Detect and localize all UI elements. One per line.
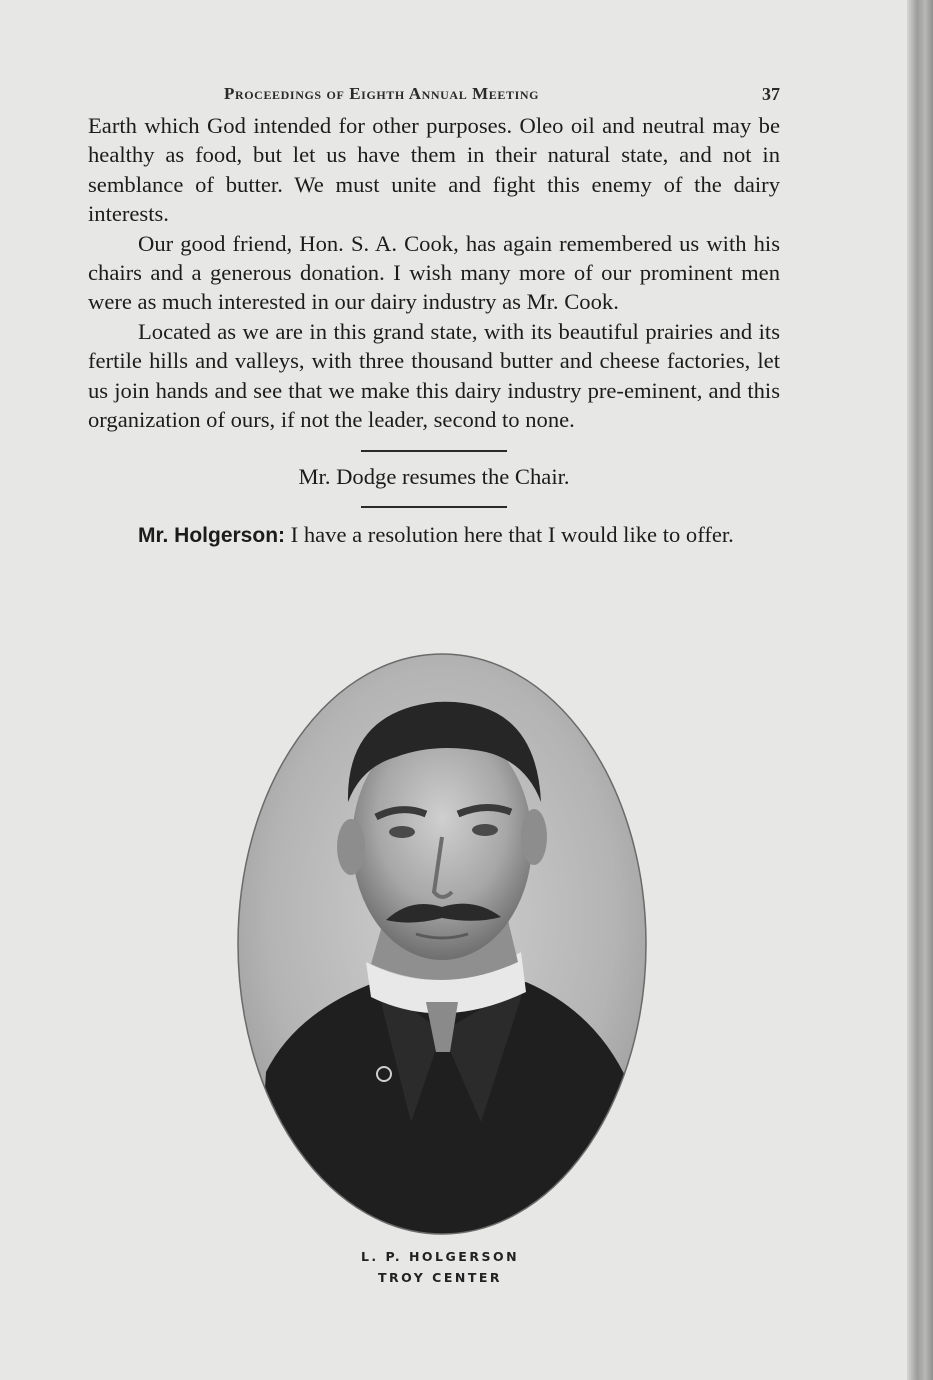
caption-name: L. P. HOLGERSON bbox=[360, 1249, 520, 1264]
page-number: 37 bbox=[762, 84, 780, 104]
paragraph: Our good friend, Hon. S. A. Cook, has again remembered us with his chairs and a generous donation. I wish many more of our prominent men were as much interested in our dairy industry as Mr. Cook. bbox=[88, 230, 780, 315]
running-head bbox=[224, 84, 784, 110]
portrait-caption bbox=[0, 1246, 880, 1288]
stage-note: Mr. Dodge resumes the Chair. bbox=[298, 464, 570, 490]
portrait-photo bbox=[236, 652, 648, 1236]
caption-place: TROY CENTER bbox=[377, 1270, 503, 1285]
running-title: Proceedings of Eighth Annual Meeting bbox=[224, 84, 540, 103]
paragraph: Earth which God intended for other purposes. Oleo oil and neutral may be healthy as food, but let us have them in their natural state, and not in semblance of butter. We must unite and fight this enemy of the dairy interests. bbox=[88, 113, 780, 227]
speech-text: I have a resolution here that I would like to offer. bbox=[285, 521, 734, 547]
speaker-name: Mr. Holgerson: bbox=[138, 523, 286, 547]
section-rule bbox=[361, 506, 507, 508]
portrait-image bbox=[236, 652, 648, 1236]
page-edge-shadow bbox=[907, 0, 933, 1380]
section-rule bbox=[361, 450, 507, 452]
speech-paragraph bbox=[88, 520, 780, 550]
paragraph: Located as we are in this grand state, with its beautiful prairies and its fertile hills and valleys, with three thousand butter and cheese factories, let us join hands and see that we make this dairy industry pre-eminent, and this organization of ours, if not the leader, second to none. bbox=[88, 318, 780, 433]
body-text bbox=[88, 111, 780, 550]
